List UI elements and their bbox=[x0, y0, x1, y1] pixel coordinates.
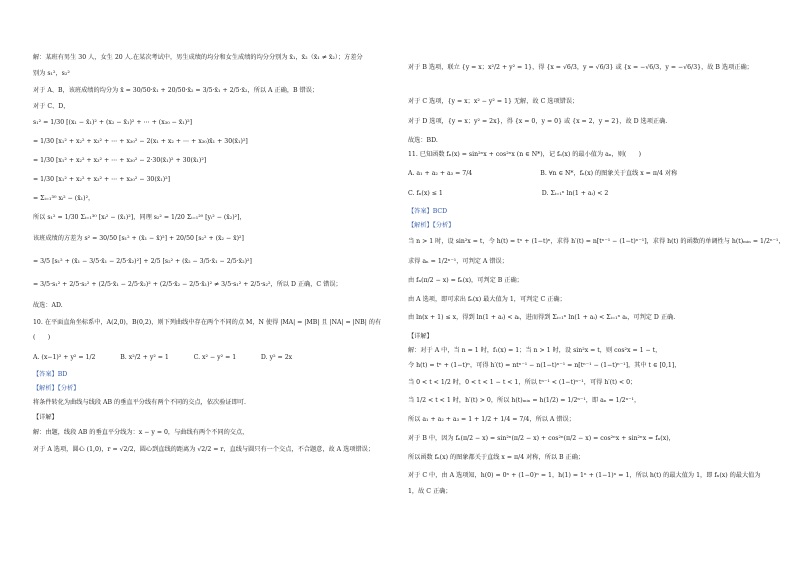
text-line: 【详解】 bbox=[33, 414, 58, 421]
text-line: 该班成绩的方差为 s² = 30/50 [s₁² + (x̄₁ − x̄)²] + 20/50 [s₂² + (x̄₂ − x̄)²] bbox=[33, 235, 244, 242]
text-line: 由 fₙ(π/2 − x) = fₙ(x)，可判定 B 正确； bbox=[408, 277, 523, 284]
text-line: 对于 B 选项，联立 {y = x；x²/2 + y² = 1}，得 {x = √6/3，y = √6/3} 或 {x = −√6/3，y = −√6/3}，故 B 选项正确； bbox=[408, 64, 753, 71]
text-line: s₁² = 1/30 [(x₁ − x̄₁)² + (x₂ − x̄₁)² + ⋯ + (x₃₀ − x̄₁)²] bbox=[33, 119, 193, 126]
text-line: A. (x−1)² + y² = 1/2 B. x²/2 + y² = 1 C. x² − y² = 1 D. y² = 2x bbox=[33, 354, 293, 361]
text-line: 求得 aₙ = 1/2ⁿ⁻¹，可判定 A 错误； bbox=[408, 258, 508, 265]
text-line: 11. 已知函数 fₙ(x) = sin²ⁿx + cos²ⁿx (n ∈ N*)，记 fₙ(x) 的最小值为 aₙ，则( ) bbox=[408, 151, 642, 158]
text-line: 所以 a₁ + a₂ + a₃ = 1 + 1/2 + 1/4 = 7/4，所以 A 错误； bbox=[408, 416, 575, 423]
text-line: 对于 D 选项，{y = x；y² = 2x}，得 {x = 0，y = 0} 或 {x = 2，y = 2}，故 D 选项正确. bbox=[408, 118, 668, 125]
text-line: 解：某班有男生 30 人，女生 20 人.在某次考试中，男生成绩的均分和女生成绩的均分分别为 x̄₁，x̄₂（x̄₁ ≠ x̄₂）；方差分 bbox=[33, 54, 363, 61]
text-line: 故选：BD. bbox=[408, 137, 438, 144]
text-line: 对于 A 选项，圆心 (1,0)，r = √2/2，圆心到直线的距离为 √2/2 = r，直线与圆只有一个交点，不合题意，故 A 选项错误； bbox=[33, 446, 375, 453]
text-line: 对于 C、D， bbox=[33, 103, 70, 110]
text-line: 【解析】【分析】 bbox=[408, 222, 455, 229]
text-line: C. fₙ(x) ≤ 1 D. Σᵢ₌₁ⁿ ln(1 + aᵢ) < 2 bbox=[408, 190, 609, 197]
text-line: ( ) bbox=[33, 334, 51, 341]
text-line: 将条件转化为曲线与线段 AB 的垂直平分线有两个不同的交点，依次验证即可. bbox=[33, 399, 246, 406]
text-line: 【答案】BCD bbox=[408, 208, 448, 215]
text-line: = 1/30 [x₁² + x₂² + x₃² + ⋯ + x₃₀² − 2·30(x̄₁)² + 30(x̄₁)²] bbox=[33, 157, 207, 164]
text-line: 当 n > 1 时，设 sin²x = t，令 h(t) = tⁿ + (1−t)ⁿ，求得 h′(t) = n[tⁿ⁻¹ − (1−t)ⁿ⁻¹]，求得 h(t) 的函数的单调性与 h(t)ₘᵢₙ = 1/2ⁿ⁻¹， bbox=[408, 238, 785, 245]
text-line: 故选：AD. bbox=[33, 302, 63, 309]
text-line: 1，故 C 正确； bbox=[408, 488, 452, 495]
text-line: 【答案】BD bbox=[33, 371, 68, 378]
text-line: 所以函数 fₙ(x) 的图象都关于直线 x = π/4 对称，所以 B 正确； bbox=[408, 454, 585, 461]
text-line: A. a₁ + a₂ + a₃ = 7/4 B. ∀n ∈ N*，fₙ(x) 的图象关于直线 x = π/4 对称 bbox=[408, 170, 678, 177]
text-line: 由 ln(x + 1) ≤ x，得到 ln(1 + aᵢ) < aᵢ，进而得到 Σᵢ₌₁ⁿ ln(1 + aᵢ) < Σᵢ₌₁ⁿ aᵢ，可判定 D 正确. bbox=[408, 314, 676, 321]
text-line: 所以 s₁² = 1/30 Σᵢ₌₁³⁰ [xᵢ² − (x̄₁)²]，同理 s₂² = 1/20 Σᵢ₌₁²⁰ [yᵢ² − (x̄₂)²]， bbox=[33, 214, 246, 221]
text-line: 当 0 < t < 1/2 时，0 < t < 1 − t < 1，所以 tⁿ⁻¹ < (1−t)ⁿ⁻¹，可得 h′(t) < 0； bbox=[408, 379, 637, 386]
text-line: 【详解】 bbox=[408, 333, 433, 340]
text-line: 【解析】【分析】 bbox=[33, 385, 80, 392]
text-line: 由 A 选项，即可求出 fₙ(x) 最大值为 1，可判定 C 正确； bbox=[408, 296, 566, 303]
text-line: = 3/5·s₁² + 2/5·s₂² + (2/5·x̄₁ − 2/5·x̄₂)² + (2/5·x̄₂ − 2/5·x̄₁)² ≠ 3/5·s₁² + 2/5·s₂²，所以 D 正确，C 错误； bbox=[33, 281, 342, 288]
text-line: = 1/30 [x₁² + x₂² + x₃² + ⋯ + x₃₀² − 30(x̄₁)²] bbox=[33, 176, 171, 183]
text-line: 令 h(t) = tⁿ + (1−t)ⁿ，可得 h′(t) = ntⁿ⁻¹ − n(1−t)ⁿ⁻¹ = n[tⁿ⁻¹ − (1−t)ⁿ⁻¹]，其中 t ∈ [0,1]， bbox=[408, 362, 681, 369]
text-line: 对于 C 中，由 A 选项知，h(0) = 0ⁿ + (1−0)ⁿ = 1，h(1) = 1ⁿ + (1−1)ⁿ = 1，所以 h(t) 的最大值为 1，即 fₙ(x) 的最大值为 bbox=[408, 472, 761, 479]
text-line: 对于 C 选项，{y = x；x² − y² = 1} 无解，故 C 选项错误； bbox=[408, 98, 579, 105]
text-line: 别为 s₁²，s₂² bbox=[33, 70, 70, 77]
text-line: 10. 在平面直角坐标系中，A(2,0)，B(0,2)，则下列曲线中存在两个不同的点 M，N 使得 |MA| = |MB| 且 |NA| = |NB| 的有 bbox=[33, 319, 382, 326]
text-line: 解：由题，线段 AB 的垂直平分线为：x − y = 0，与曲线有两个不同的交点， bbox=[33, 429, 249, 436]
text-line: 当 1/2 < t < 1 时，h′(t) > 0，所以 h(t)ₘᵢₙ = h(1/2) = 1/2ⁿ⁻¹，即 aₙ = 1/2ⁿ⁻¹， bbox=[408, 397, 641, 404]
text-line: 解：对于 A 中，当 n = 1 时，f₁(x) = 1；当 n > 1 时，设 sin²x = t，则 cos²x = 1 − t， bbox=[408, 347, 662, 354]
text-line: 对于 A、B，该班成绩的均分为 x̄ = 30/50·x̄₁ + 20/50·x̄₂ = 3/5·x̄₁ + 2/5·x̄₂，所以 A 正确，B 错误； bbox=[33, 87, 319, 94]
text-line: = 1/30 [x₁² + x₂² + x₃² + ⋯ + x₃₀² − 2(x₁ + x₂ + ⋯ + x₃₀)x̄₁ + 30(x̄₁)²] bbox=[33, 138, 248, 145]
text-line: = 3/5 [s₁² + (x̄₁ − 3/5·x̄₁ − 2/5·x̄₂)²] + 2/5 [s₂² + (x̄₂ − 3/5·x̄₁ − 2/5·x̄₂)²] bbox=[33, 258, 252, 265]
text-line: 对于 B 中，因为 fₙ(π/2 − x) = sin²ⁿ(π/2 − x) + cos²ⁿ(π/2 − x) = cos²ⁿx + sin²ⁿx = fₙ(x)， bbox=[408, 435, 675, 442]
text-line: = Σᵢ₌₁³⁰ xᵢ² − (x̄₁)²， bbox=[33, 195, 95, 202]
